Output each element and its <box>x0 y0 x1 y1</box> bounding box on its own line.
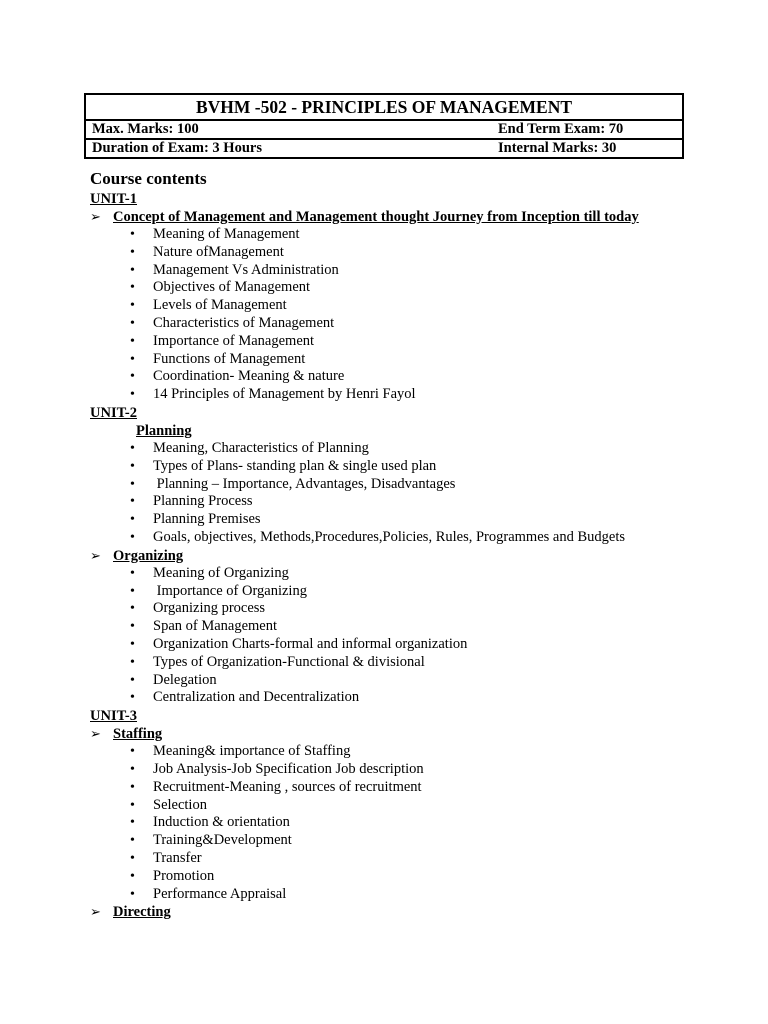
bullet-icon: • <box>130 815 135 831</box>
bullet-icon: • <box>130 333 135 349</box>
list-item: • Planning Premises <box>130 511 261 528</box>
bullet-icon: • <box>130 761 135 777</box>
bullet-icon: • <box>130 262 135 278</box>
list-item: • Transfer <box>130 849 202 866</box>
bullet-icon: • <box>130 315 135 331</box>
bullet-icon: • <box>130 512 135 528</box>
topic-label: Organizing <box>113 547 184 564</box>
internal-marks: Internal Marks: 30 <box>492 139 683 158</box>
bullet-icon: • <box>130 744 135 760</box>
bullet-icon: • <box>130 227 135 242</box>
bullet-icon: • <box>130 440 135 456</box>
unit-1-label: UNIT-1 <box>90 191 138 207</box>
list-item: • Importance of Management <box>130 332 315 349</box>
course-contents <box>90 168 730 921</box>
arrow-bullet-icon: ➢ <box>90 209 101 224</box>
list-item: • Induction & orientation <box>130 814 290 831</box>
arrow-bullet-icon: ➢ <box>90 547 101 563</box>
bullet-icon: • <box>130 529 135 545</box>
list-item: • Planning Process <box>130 493 253 510</box>
staffing-list <box>90 743 730 903</box>
bullet-icon: • <box>130 886 135 902</box>
organizing-topic <box>90 547 730 565</box>
max-marks: Max. Marks: 100 <box>85 120 492 139</box>
list-item: • Planning – Importance, Advantages, Disadvantages <box>130 475 456 492</box>
topic-label: Planning <box>136 422 192 439</box>
bullet-icon: • <box>130 619 135 635</box>
list-item: • Types of Organization-Functional & divisional <box>130 653 425 670</box>
list-item: • Organizing process <box>130 600 266 617</box>
list-item: • Goals, objectives, Methods,Procedures,Policies, Rules, Programmes and Budgets <box>130 528 625 545</box>
list-item: • Importance of Organizing <box>130 582 307 599</box>
bullet-icon: • <box>130 833 135 849</box>
list-item: • Promotion <box>130 867 215 884</box>
list-item: • Meaning, Characteristics of Planning <box>130 439 369 456</box>
organizing-list <box>90 565 730 707</box>
list-item: • Centralization and Decentralization <box>130 689 360 706</box>
end-term-exam: End Term Exam: 70 <box>492 120 683 139</box>
bullet-icon: • <box>130 601 135 617</box>
list-item: • Meaning of Organizing <box>130 564 289 581</box>
list-item: • Recruitment-Meaning , sources of recruitment <box>130 778 422 795</box>
bullet-icon: • <box>130 690 135 706</box>
course-info-table <box>84 93 684 159</box>
unit-3-label: UNIT-3 <box>90 708 138 725</box>
list-item: • Job Analysis-Job Specification Job description <box>130 760 424 777</box>
course-contents-heading: Course contents <box>90 169 207 188</box>
unit-2-label: UNIT-2 <box>90 404 138 421</box>
list-item: • 14 Principles of Management by Henri Fayol <box>130 386 416 403</box>
bullet-icon: • <box>130 868 135 884</box>
topic-label: Staffing <box>113 726 163 743</box>
bullet-icon: • <box>130 850 135 866</box>
bullet-icon: • <box>130 565 135 581</box>
bullet-icon: • <box>130 458 135 474</box>
bullet-icon: • <box>130 369 135 385</box>
list-item: • Management Vs Administration <box>130 261 339 278</box>
bullet-icon: • <box>130 476 135 492</box>
bullet-icon: • <box>130 636 135 652</box>
list-item: • Delegation <box>130 671 217 688</box>
list-item: • Levels of Management <box>130 297 287 314</box>
list-item: • Functions of Management <box>130 350 306 367</box>
list-item: • Coordination- Meaning & nature <box>130 368 345 385</box>
bullet-icon: • <box>130 244 135 260</box>
list-item: • Span of Management <box>130 618 278 635</box>
list-item: • Training&Development <box>130 832 292 849</box>
exam-duration: Duration of Exam: 3 Hours <box>85 139 492 158</box>
directing-topic <box>90 903 730 921</box>
list-item: • Meaning& importance of Staffing <box>130 743 351 760</box>
bullet-icon: • <box>130 672 135 688</box>
bullet-icon: • <box>130 494 135 510</box>
list-item: • Meaning of Management <box>130 226 300 242</box>
bullet-icon: • <box>130 387 135 403</box>
bullet-icon: • <box>130 797 135 813</box>
bullet-icon: • <box>130 583 135 599</box>
bullet-icon: • <box>130 298 135 314</box>
course-title: BVHM -502 - PRINCIPLES OF MANAGEMENT <box>85 94 683 120</box>
arrow-bullet-icon: ➢ <box>90 904 101 920</box>
list-item: • Nature ofManagement <box>130 243 284 260</box>
planning-list <box>90 440 730 547</box>
unit-1-list <box>90 226 730 404</box>
list-item: • Objectives of Management <box>130 279 311 296</box>
arrow-bullet-icon: ➢ <box>90 726 101 742</box>
planning-topic <box>90 422 730 440</box>
bullet-icon: • <box>130 654 135 670</box>
bullet-icon: • <box>130 351 135 367</box>
list-item: • Performance Appraisal <box>130 885 287 902</box>
topic-label: Concept of Management and Management thought Journey from Inception till today <box>113 209 639 225</box>
topic-label: Directing <box>113 904 171 921</box>
bullet-icon: • <box>130 779 135 795</box>
unit-1-topic <box>90 208 730 226</box>
list-item: • Types of Plans- standing plan & single used plan <box>130 457 437 474</box>
staffing-topic <box>90 725 730 743</box>
list-item: • Organization Charts-formal and informal organization <box>130 635 468 652</box>
list-item: • Characteristics of Management <box>130 314 335 331</box>
list-item: • Selection <box>130 796 207 813</box>
bullet-icon: • <box>130 280 135 296</box>
